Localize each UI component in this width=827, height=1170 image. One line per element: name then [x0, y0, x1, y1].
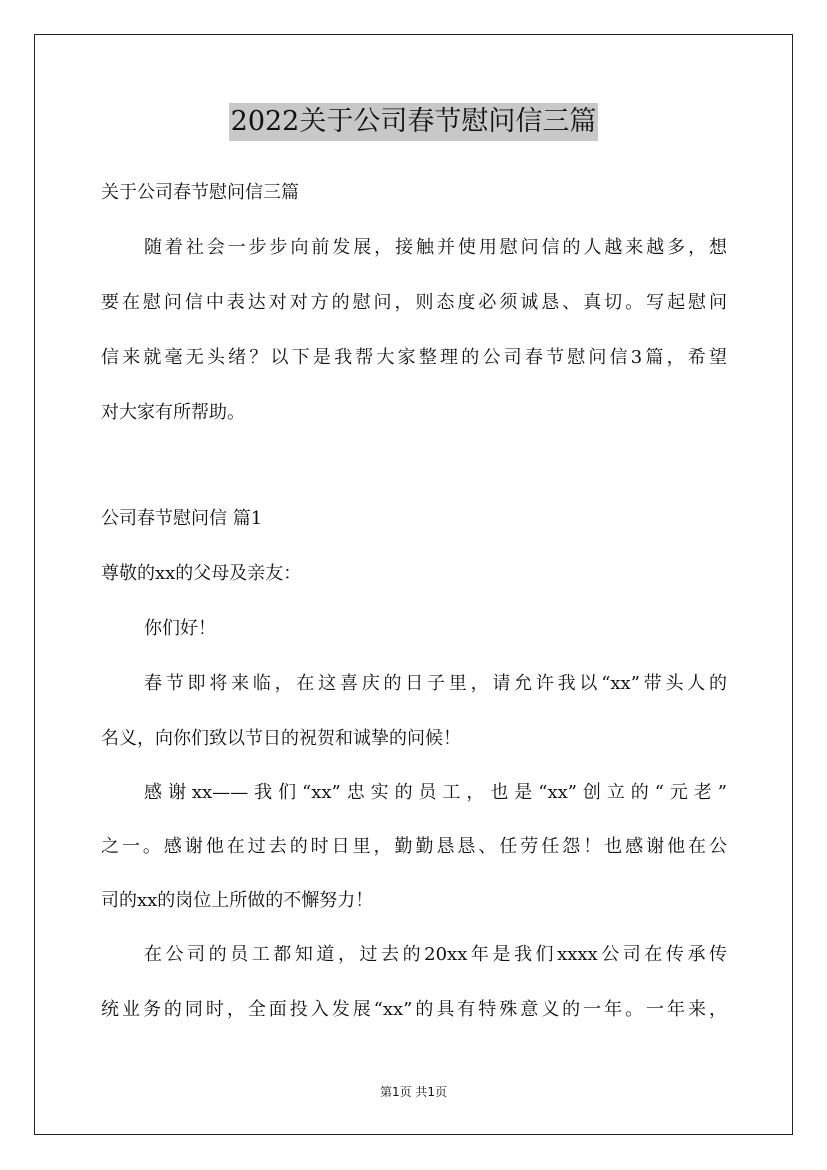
body-line: 名义，向你们致以节日的祝贺和诚挚的问候！: [101, 728, 461, 749]
title-container: [0, 103, 827, 141]
body-line: 统业务的同时，全面投入发展“xx”的具有特殊意义的一年。一年来，: [101, 999, 727, 1020]
intro-line: 对大家有所帮助。: [101, 402, 245, 423]
page-footer: 第1页 共1页: [379, 1085, 448, 1099]
body-line: 司的xx的岗位上所做的不懈努力！: [101, 890, 374, 911]
greeting: 你们好！: [144, 618, 216, 639]
body-line: 感谢xx——我们“xx”忠实的员工，也是“xx”创立的“元老”: [144, 782, 727, 803]
intro-line: 要在慰问信中表达对对方的慰问，则态度必须诚恳、真切。写起慰问: [101, 292, 727, 313]
intro-line: 信来就毫无头绪？以下是我帮大家整理的公司春节慰问信3篇，希望: [101, 347, 727, 368]
body-line: 之一。感谢他在过去的时日里，勤勤恳恳、任劳任怨！也感谢他在公: [101, 836, 727, 857]
body-line: 在公司的员工都知道，过去的20xx年是我们xxxx公司在传承传: [144, 944, 727, 965]
intro-line: 随着社会一步步向前发展，接触并使用慰问信的人越来越多，想: [144, 237, 727, 258]
salutation: 尊敬的xx的父母及亲友：: [101, 563, 302, 584]
section-heading: 公司春节慰问信 篇1: [101, 508, 263, 529]
document-title: 2022关于公司春节慰问信三篇: [229, 103, 599, 141]
document-subtitle: 关于公司春节慰问信三篇: [101, 182, 299, 203]
body-line: 春节即将来临，在这喜庆的日子里，请允许我以“xx”带头人的: [144, 673, 727, 694]
